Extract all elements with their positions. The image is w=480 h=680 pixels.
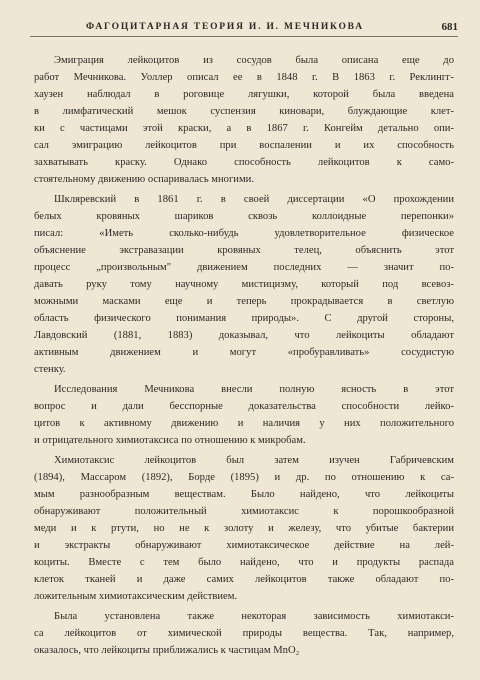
text-line: (1894), Массаром (1892), Борде (1895) и др. по отношению к са- [34, 472, 454, 483]
text-line: мым разнообразным веществам. Было найдено, что лейкоциты [34, 489, 454, 500]
text-line: сал эмиграцию лейкоцитов при воспалении и их способность [34, 140, 454, 151]
running-title: ФАГОЦИТАРНАЯ ТЕОРИЯ И. И. МЕЧНИКОВА [86, 22, 364, 32]
text-line: в лимфатический мешок суспензия киновари, блуждающие клет- [34, 106, 454, 117]
text-line: область физического понимания природы». С другой стороны, [34, 313, 454, 324]
text-line: давать руку тому научному мистицизму, который под всевоз- [34, 279, 454, 290]
page-body [34, 52, 454, 662]
text-line: коциты. Вместе с тем было найдено, что и продукты распада [34, 557, 454, 568]
text-line: Шкляревский в 1861 г. в своей диссертации «О прохождении [54, 194, 454, 205]
text-line: обнаруживают положительный химиотаксис к порошкообразной [34, 506, 454, 517]
text-line: захватывать краску. Однако способность лейкоцитов к само- [34, 157, 454, 168]
text-line: меди и к ртути, но не к золоту и железу, что убитые бактерии [34, 523, 454, 534]
paragraph [34, 452, 454, 605]
text-line: объяснение экстравазации кровяных телец, объяснить этот [34, 245, 454, 256]
text-line: стенку. [34, 364, 66, 375]
text-line: клеток тканей и даже самих лейкоцитов также обладают по- [34, 574, 454, 585]
text-line: Исследования Мечникова внесли полную ясность в этот [54, 384, 454, 395]
text-line: можными масками еще и теперь прокрадывается в светлую [34, 296, 454, 307]
text-line: работ Мечникова. Уоллер описал ее в 1848 г. В 1863 г. Реклингг- [34, 72, 454, 83]
text-line: процесс „произвольным" движением последних — значит по- [34, 262, 454, 273]
text-line: Химиотаксис лейкоцитов был затем изучен Габричевским [54, 455, 454, 466]
text-line: писал: «Иметь сколько-нибудь удовлетворительное физическое [34, 228, 454, 239]
paragraph [34, 52, 454, 188]
text-line: белых кровяных шариков сквозь коллоидные перепонки» [34, 211, 454, 222]
paragraph [34, 608, 454, 659]
page-number: 681 [441, 21, 458, 33]
text-line: стоятельному движению оспаривалась многими. [34, 174, 255, 185]
text-line: оказалось, что лейкоциты приближались к частицам MnO₂ [34, 645, 300, 656]
text-line: и отрицательного химиотаксиса по отношению к микробам. [34, 435, 306, 446]
text-line: ложительным химиотаксическим действием. [34, 591, 238, 602]
text-line: Эмиграция лейкоцитов из сосудов была описана еще до [54, 55, 454, 66]
paragraph [34, 191, 454, 378]
text-line: цитов к активному движению и наличия у них положительного [34, 418, 454, 429]
text-line: Была установлена также некоторая зависимость химиотакси- [54, 611, 454, 622]
page-header [30, 14, 458, 37]
text-line: и экстракты обнаруживают химиотаксическое действие на лей- [34, 540, 454, 551]
text-line: са лейкоцитов от химической природы вещества. Так, например, [34, 628, 454, 639]
text-line: ки с частицами этой краски, а в 1867 г. Конгейм детально опи- [34, 123, 454, 134]
text-line: вопрос и дали бесспорные доказательства способности лейко- [34, 401, 454, 412]
text-line: Лавдовский (1881, 1883) доказывал, что лейкоциты обладают [34, 330, 454, 341]
paragraph [34, 381, 454, 449]
text-line: хаузен наблюдал в роговице лягушки, которой была введена [34, 89, 454, 100]
text-line: активным движением и могут «пробуравливать» сосудистую [34, 347, 454, 358]
